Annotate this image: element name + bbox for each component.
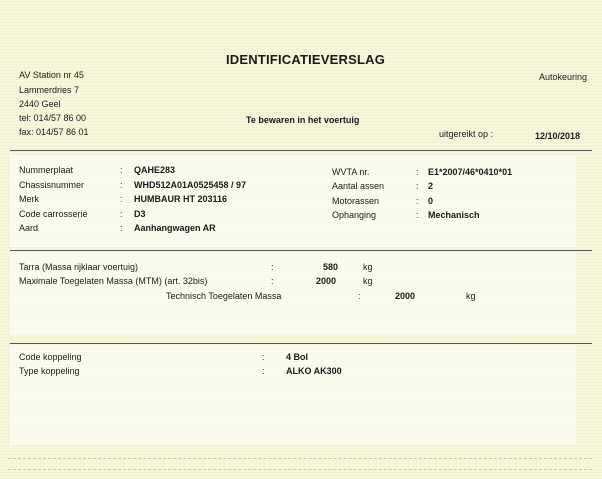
print-artifact-line xyxy=(8,469,592,470)
mtm-unit: kg xyxy=(363,276,373,286)
chassis-label: Chassisnummer xyxy=(19,180,85,190)
kind-value: Aanhangwagen AR xyxy=(134,223,216,233)
plate-colon: : xyxy=(120,165,123,175)
station-fax: fax: 014/57 86 01 xyxy=(19,127,89,137)
coupling-type-value: ALKO AK300 xyxy=(286,366,342,376)
wvta-value: E1*2007/46*0410*01 xyxy=(428,167,513,177)
tarra-colon: : xyxy=(271,262,274,272)
tarra-unit: kg xyxy=(363,262,373,272)
motor-axles-colon: : xyxy=(416,196,419,206)
body-code-value: D3 xyxy=(134,209,146,219)
kind-colon: : xyxy=(120,223,123,233)
plate-label: Nummerplaat xyxy=(19,165,74,175)
organization-name: Autokeuring xyxy=(539,72,588,82)
station-city: 2440 Geel xyxy=(19,99,61,109)
coupling-code-value: 4 Bol xyxy=(286,352,309,362)
coupling-type-label: Type koppeling xyxy=(19,366,80,376)
body-code-colon: : xyxy=(120,209,123,219)
mass-divider xyxy=(10,343,592,344)
technical-mass-label: Technisch Toegelaten Massa xyxy=(166,291,282,301)
tarra-label: Tarra (Massa rijklaar voertuig) xyxy=(19,262,139,272)
plate-value: QAHE283 xyxy=(134,165,176,175)
body-code-label: Code carrosserie xyxy=(19,209,88,219)
suspension-colon: : xyxy=(416,210,419,220)
issued-date: 12/10/2018 xyxy=(535,131,581,141)
kind-label: Aard xyxy=(19,223,39,233)
technical-mass-colon: : xyxy=(358,291,361,301)
keep-notice: Te bewaren in het voertuig xyxy=(246,115,360,125)
print-artifact-line xyxy=(8,458,592,459)
mtm-value: 2000 xyxy=(316,276,337,286)
brand-colon: : xyxy=(120,194,123,204)
chassis-colon: : xyxy=(120,180,123,190)
suspension-value: Mechanisch xyxy=(428,210,480,220)
technical-mass-unit: kg xyxy=(466,291,476,301)
header-divider xyxy=(10,150,592,151)
wvta-label: WVTA nr. xyxy=(332,167,370,177)
suspension-label: Ophanging xyxy=(332,210,377,220)
axles-value: 2 xyxy=(428,181,434,191)
mtm-colon: : xyxy=(271,276,274,286)
tarra-value: 580 xyxy=(323,262,339,272)
brand-label: Merk xyxy=(19,194,39,204)
coupling-code-colon: : xyxy=(262,352,265,362)
mtm-label: Maximale Toegelaten Massa (MTM) (art. 32bis) xyxy=(19,276,208,286)
motor-axles-label: Motorassen xyxy=(332,196,380,206)
coupling-code-label: Code koppeling xyxy=(19,352,82,362)
brand-value: HUMBAUR HT 203116 xyxy=(134,194,228,204)
station-tel: tel: 014/57 86 00 xyxy=(19,113,87,123)
axles-colon: : xyxy=(416,181,419,191)
axles-label: Aantal assen xyxy=(332,181,385,191)
coupling-type-colon: : xyxy=(262,366,265,376)
wvta-colon: : xyxy=(416,167,419,177)
station-street: Lammerdries 7 xyxy=(19,85,80,95)
station-name: AV Station nr 45 xyxy=(19,70,84,80)
document-title: IDENTIFICATIEVERSLAG xyxy=(226,52,386,67)
chassis-value: WHD512A01A0525458 / 97 xyxy=(134,180,247,190)
motor-axles-value: 0 xyxy=(428,196,434,206)
issued-label: uitgereikt op : xyxy=(439,129,494,139)
technical-mass-value: 2000 xyxy=(395,291,416,301)
vehicle-divider xyxy=(10,250,592,251)
